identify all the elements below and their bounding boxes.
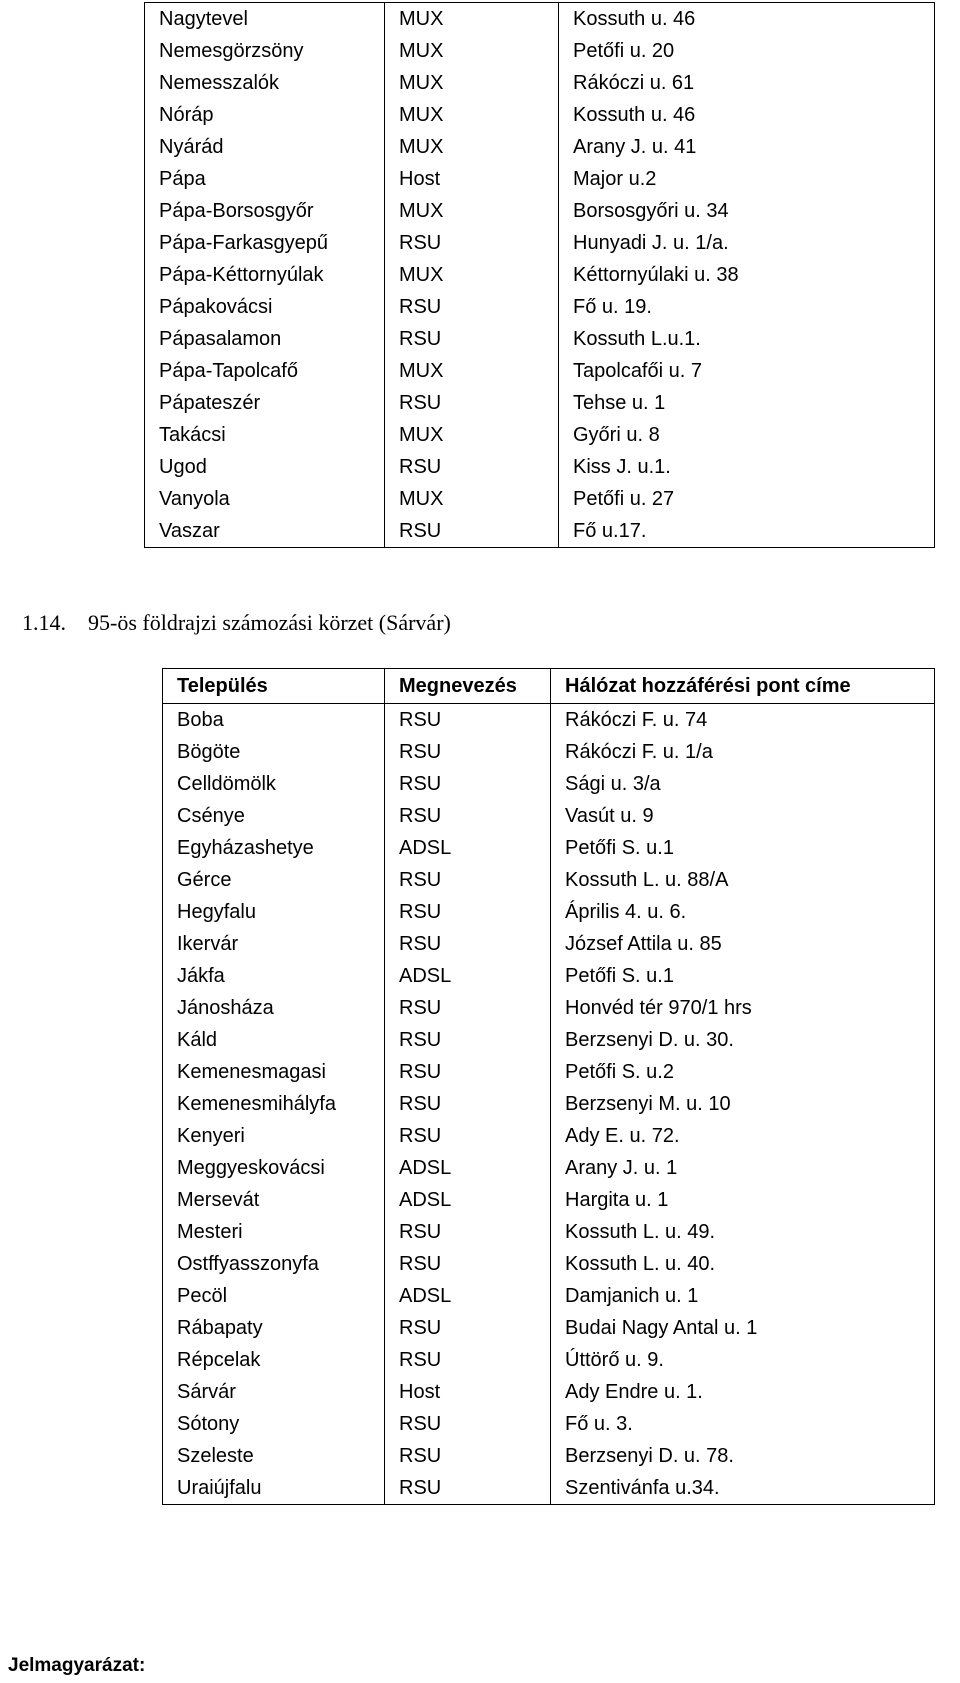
cell-designation: RSU: [385, 736, 551, 768]
table-row: [163, 1088, 935, 1120]
cell-designation: RSU: [385, 1056, 551, 1088]
table-row: [145, 323, 935, 355]
table-row: [163, 736, 935, 768]
cell-address: Úttörő u. 9.: [551, 1344, 935, 1376]
cell-settlement: Pápa-Kéttornyúlak: [145, 259, 385, 291]
cell-settlement: Vanyola: [145, 483, 385, 515]
cell-designation: MUX: [385, 131, 559, 163]
cell-designation: MUX: [385, 195, 559, 227]
table-row: [163, 1440, 935, 1472]
table-row: [145, 67, 935, 99]
cell-address: Kossuth L. u. 49.: [551, 1216, 935, 1248]
table-row: [145, 99, 935, 131]
cell-designation: RSU: [385, 1088, 551, 1120]
cell-address: Petőfi S. u.1: [551, 832, 935, 864]
cell-address: Tapolcafői u. 7: [559, 355, 935, 387]
cell-settlement: Pápa-Tapolcafő: [145, 355, 385, 387]
cell-designation: RSU: [385, 1472, 551, 1505]
cell-address: Petőfi S. u.1: [551, 960, 935, 992]
cell-designation: RSU: [385, 1216, 551, 1248]
cell-address: Berzsenyi M. u. 10: [551, 1088, 935, 1120]
table-row: [163, 1472, 935, 1505]
cell-designation: RSU: [385, 928, 551, 960]
table-row: [145, 483, 935, 515]
cell-address: Rákóczi F. u. 1/a: [551, 736, 935, 768]
cell-settlement: Répcelak: [163, 1344, 385, 1376]
cell-designation: RSU: [385, 515, 559, 548]
table-header-row: [163, 669, 935, 704]
cell-designation: Host: [385, 163, 559, 195]
cell-designation: RSU: [385, 1344, 551, 1376]
cell-address: Petőfi S. u.2: [551, 1056, 935, 1088]
cell-address: Győri u. 8: [559, 419, 935, 451]
cell-address: József Attila u. 85: [551, 928, 935, 960]
cell-designation: MUX: [385, 99, 559, 131]
cell-designation: RSU: [385, 768, 551, 800]
cell-designation: RSU: [385, 227, 559, 259]
cell-designation: ADSL: [385, 960, 551, 992]
table-row: [163, 992, 935, 1024]
cell-designation: RSU: [385, 291, 559, 323]
cell-designation: RSU: [385, 323, 559, 355]
cell-settlement: Kemenesmihályfa: [163, 1088, 385, 1120]
header-designation: Megnevezés: [385, 669, 551, 704]
cell-designation: ADSL: [385, 1152, 551, 1184]
table-row: [163, 1376, 935, 1408]
cell-designation: RSU: [385, 800, 551, 832]
cell-address: Ady E. u. 72.: [551, 1120, 935, 1152]
table-row: [163, 832, 935, 864]
cell-settlement: Vaszar: [145, 515, 385, 548]
cell-settlement: Ostffyasszonyfa: [163, 1248, 385, 1280]
table-row: [145, 259, 935, 291]
table-row: [163, 864, 935, 896]
table-row: [163, 928, 935, 960]
cell-settlement: Nagytevel: [145, 3, 385, 36]
cell-designation: RSU: [385, 1440, 551, 1472]
cell-address: Kossuth L.u.1.: [559, 323, 935, 355]
cell-designation: MUX: [385, 355, 559, 387]
cell-settlement: Csénye: [163, 800, 385, 832]
table-row: [163, 1024, 935, 1056]
cell-settlement: Pecöl: [163, 1280, 385, 1312]
cell-address: Fő u.17.: [559, 515, 935, 548]
cell-settlement: Pápa-Farkasgyepű: [145, 227, 385, 259]
cell-designation: ADSL: [385, 832, 551, 864]
cell-designation: RSU: [385, 1408, 551, 1440]
cell-settlement: Uraiújfalu: [163, 1472, 385, 1505]
table-row: [145, 163, 935, 195]
table-row: [145, 195, 935, 227]
cell-address: Vasút u. 9: [551, 800, 935, 832]
table-row: [145, 419, 935, 451]
cell-address: Borsosgyőri u. 34: [559, 195, 935, 227]
table-row: [163, 1056, 935, 1088]
cell-address: Sági u. 3/a: [551, 768, 935, 800]
cell-designation: RSU: [385, 896, 551, 928]
cell-designation: RSU: [385, 992, 551, 1024]
cell-address: Rákóczi F. u. 74: [551, 704, 935, 737]
cell-designation: RSU: [385, 387, 559, 419]
cell-settlement: Celldömölk: [163, 768, 385, 800]
cell-address: Hunyadi J. u. 1/a.: [559, 227, 935, 259]
cell-designation: MUX: [385, 483, 559, 515]
cell-address: Berzsenyi D. u. 30.: [551, 1024, 935, 1056]
sarvar-access-point-table: [162, 668, 935, 1505]
cell-designation: MUX: [385, 259, 559, 291]
cell-designation: RSU: [385, 864, 551, 896]
cell-settlement: Bögöte: [163, 736, 385, 768]
table-row: [163, 960, 935, 992]
table-row: [145, 387, 935, 419]
cell-designation: MUX: [385, 419, 559, 451]
table-body: [163, 704, 935, 1505]
cell-settlement: Ikervár: [163, 928, 385, 960]
cell-settlement: Takácsi: [145, 419, 385, 451]
cell-designation: RSU: [385, 1024, 551, 1056]
cell-address: Berzsenyi D. u. 78.: [551, 1440, 935, 1472]
table-row: [163, 704, 935, 737]
cell-settlement: Sótony: [163, 1408, 385, 1440]
legend-title: Jelmagyarázat:: [8, 1655, 146, 1676]
table-row: [145, 355, 935, 387]
table-row: [163, 768, 935, 800]
cell-settlement: Gérce: [163, 864, 385, 896]
cell-settlement: Boba: [163, 704, 385, 737]
cell-address: Arany J. u. 41: [559, 131, 935, 163]
cell-settlement: Hegyfalu: [163, 896, 385, 928]
cell-settlement: Mesteri: [163, 1216, 385, 1248]
table-row: [145, 131, 935, 163]
cell-settlement: Ugod: [145, 451, 385, 483]
cell-address: Kossuth L. u. 88/A: [551, 864, 935, 896]
cell-settlement: Nyárád: [145, 131, 385, 163]
table-row: [163, 1216, 935, 1248]
cell-designation: RSU: [385, 1248, 551, 1280]
cell-designation: RSU: [385, 704, 551, 737]
table-row: [145, 291, 935, 323]
cell-designation: RSU: [385, 1312, 551, 1344]
table-row: [145, 3, 935, 36]
table-row: [163, 896, 935, 928]
cell-address: Kéttornyúlaki u. 38: [559, 259, 935, 291]
cell-address: Hargita u. 1: [551, 1184, 935, 1216]
table-row: [163, 1408, 935, 1440]
table-row: [163, 1184, 935, 1216]
cell-address: Damjanich u. 1: [551, 1280, 935, 1312]
section-title: 95-ös földrajzi számozási körzet (Sárvár): [88, 610, 451, 635]
cell-address: Arany J. u. 1: [551, 1152, 935, 1184]
cell-designation: ADSL: [385, 1184, 551, 1216]
cell-address: Kiss J. u.1.: [559, 451, 935, 483]
cell-settlement: Jákfa: [163, 960, 385, 992]
cell-designation: Host: [385, 1376, 551, 1408]
cell-address: Fő u. 19.: [559, 291, 935, 323]
cell-address: Major u.2: [559, 163, 935, 195]
cell-settlement: Egyházashetye: [163, 832, 385, 864]
cell-designation: MUX: [385, 67, 559, 99]
cell-settlement: Kemenesmagasi: [163, 1056, 385, 1088]
cell-designation: MUX: [385, 35, 559, 67]
cell-address: Budai Nagy Antal u. 1: [551, 1312, 935, 1344]
cell-address: Április 4. u. 6.: [551, 896, 935, 928]
cell-address: Petőfi u. 20: [559, 35, 935, 67]
table-row: [145, 515, 935, 548]
cell-settlement: Jánosháza: [163, 992, 385, 1024]
table-row: [145, 35, 935, 67]
cell-settlement: Nemesgörzsöny: [145, 35, 385, 67]
table-row: [163, 800, 935, 832]
cell-settlement: Mersevát: [163, 1184, 385, 1216]
cell-address: Rákóczi u. 61: [559, 67, 935, 99]
cell-address: Ady Endre u. 1.: [551, 1376, 935, 1408]
cell-designation: RSU: [385, 1120, 551, 1152]
table-row: [163, 1280, 935, 1312]
cell-settlement: Pápasalamon: [145, 323, 385, 355]
cell-address: Honvéd tér 970/1 hrs: [551, 992, 935, 1024]
section-heading: [22, 610, 451, 636]
table-row: [163, 1344, 935, 1376]
cell-settlement: Nóráp: [145, 99, 385, 131]
cell-settlement: Sárvár: [163, 1376, 385, 1408]
header-settlement: Település: [163, 669, 385, 704]
section-number: 1.14.: [22, 610, 66, 635]
header-access-point-address: Hálózat hozzáférési pont címe: [551, 669, 935, 704]
cell-address: Fő u. 3.: [551, 1408, 935, 1440]
table-row: [145, 451, 935, 483]
cell-address: Kossuth u. 46: [559, 99, 935, 131]
table-row: [145, 227, 935, 259]
cell-settlement: Szeleste: [163, 1440, 385, 1472]
table-row: [163, 1248, 935, 1280]
cell-settlement: Pápateszér: [145, 387, 385, 419]
cell-settlement: Pápa-Borsosgyőr: [145, 195, 385, 227]
cell-designation: RSU: [385, 451, 559, 483]
cell-settlement: Kenyeri: [163, 1120, 385, 1152]
cell-address: Petőfi u. 27: [559, 483, 935, 515]
cell-address: Tehse u. 1: [559, 387, 935, 419]
cell-address: Szentivánfa u.34.: [551, 1472, 935, 1505]
cell-settlement: Rábapaty: [163, 1312, 385, 1344]
cell-settlement: Pápakovácsi: [145, 291, 385, 323]
cell-designation: ADSL: [385, 1280, 551, 1312]
cell-address: Kossuth u. 46: [559, 3, 935, 36]
cell-settlement: Káld: [163, 1024, 385, 1056]
table-row: [163, 1152, 935, 1184]
cell-settlement: Meggyeskovácsi: [163, 1152, 385, 1184]
cell-settlement: Pápa: [145, 163, 385, 195]
table-body: [145, 3, 935, 548]
table-row: [163, 1120, 935, 1152]
cell-designation: MUX: [385, 3, 559, 36]
cell-address: Kossuth L. u. 40.: [551, 1248, 935, 1280]
access-point-table-continued: [144, 2, 935, 548]
cell-settlement: Nemesszalók: [145, 67, 385, 99]
table-row: [163, 1312, 935, 1344]
